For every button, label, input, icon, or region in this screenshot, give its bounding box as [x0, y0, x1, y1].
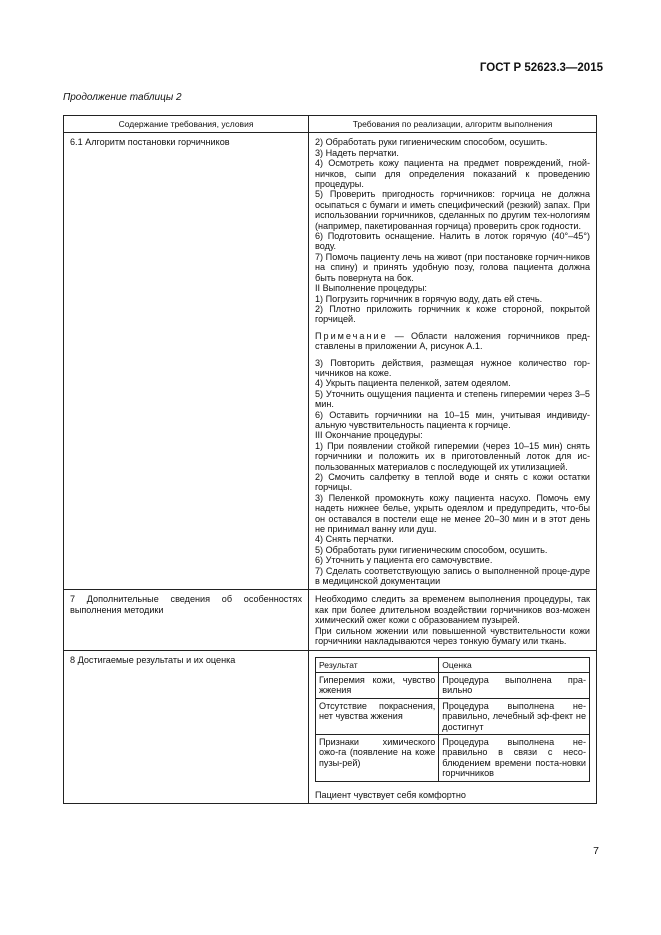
assessment-cell: Процедура выполнена пра-вильно — [439, 672, 590, 698]
results-row — [316, 698, 590, 734]
table-header-row — [64, 116, 597, 133]
step-line: 2) Плотно приложить горчичник к коже стороной, покрытой горчицей. — [315, 303, 590, 325]
result-cell: Гиперемия кожи, чувство жжения — [316, 672, 439, 698]
step-line: 7) Помочь пациенту лечь на живот (при постановке горчич-ников на спину) и принять удобную позу, голова пациента должна быть повернута на бок. — [315, 251, 590, 283]
step-line: 2) Смочить салфетку в теплой воде и снять с кожи остатки горчицы. — [315, 472, 590, 493]
row-content — [309, 650, 597, 803]
step-line: 6) Уточнить у пациента его самочувствие. — [315, 555, 493, 566]
table-row — [64, 133, 597, 590]
results-footer: Пациент чувствует себя комфортно — [315, 789, 466, 800]
assessment-header: Оценка — [439, 657, 590, 672]
step-line: 6) Оставить горчичники на 10–15 мин, учитывая индивиду-альную чувствительность пациента к горчице. — [315, 409, 590, 430]
table-row — [64, 590, 597, 650]
note — [315, 331, 590, 352]
table-caption: Продолжение таблицы 2 — [63, 92, 182, 103]
assessment-cell: Процедура выполнена не-правильно, лечебный эф-фект не достигнут — [439, 698, 590, 734]
column-header-conditions: Содержание требования, условия — [64, 116, 309, 133]
row-label: 6.1 Алгоритм постановки горчичников — [64, 133, 309, 590]
step-line: 7) Сделать соответствующую запись о выполненной проце-дуре в медицинской документации — [315, 565, 590, 587]
page-number: 7 — [593, 845, 599, 857]
row-label: 8 Достигаемые результаты и их оценка — [64, 650, 309, 803]
results-row — [316, 734, 590, 781]
result-cell: Признаки химического ожо-га (появление на коже пузы-рей) — [316, 734, 439, 781]
step-line: 4) Укрыть пациента пеленкой, затем одеялом. — [315, 378, 511, 389]
step-line: 5) Уточнить ощущения пациента и степень гиперемии через 3–5 мин. — [315, 388, 590, 410]
row-content — [309, 133, 597, 590]
results-table — [315, 657, 590, 782]
step-line: 4) Осмотреть кожу пациента на предмет повреждений, гной-ничков, сыпи для определения показаний к проведению процедуры. — [315, 158, 590, 190]
results-header: Результат — [316, 657, 439, 672]
step-line: 4) Снять перчатки. — [315, 534, 394, 545]
note-text: — Области наложения горчичников пред-ставлены в приложении А, рисунок А.1. — [315, 330, 590, 352]
row-content — [309, 590, 597, 650]
table-row — [64, 650, 597, 803]
column-header-algorithm: Требования по реализации, алгоритм выполнения — [309, 116, 597, 133]
result-cell: Отсутствие покраснения, нет чувства жжения — [316, 698, 439, 734]
results-header-row — [316, 657, 590, 672]
step-line: 3) Надеть перчатки. — [315, 147, 399, 158]
row-label: 7 Дополнительные сведения об особенностях выполнения методики — [64, 590, 309, 650]
text-line: Необходимо следить за временем выполнения процедуры, так как при более длительном воздействии горчичников воз-можен химический ожег кожи с образованием пузырей. — [315, 594, 590, 626]
step-line: 1) Погрузить горчичник в горячую воду, дать ей стечь. — [315, 293, 543, 304]
standard-number: ГОСТ Р 52623.3—2015 — [479, 62, 603, 74]
step-line: 3) Пеленкой промокнуть кожу пациента насухо. Помочь ему надеть нижнее белье, укрыть одеялом и предупредить, что-бы он оставался в постели еще не менее 20–30 мин и в этот день не принимал ванну или душ. — [315, 492, 590, 535]
text-line: При сильном жжении или повышенной чувствительности кожи горчичники накладываются через тонкую бумагу или ткань. — [315, 625, 590, 647]
section-heading: II Выполнение процедуры: — [315, 283, 427, 294]
step-line: 5) Проверить пригодность горчичников: горчица не должна осыпаться с бумаги и иметь специфический (резкий) запах. При использовании горчичников, сделанных по другим тех-нологиям (например, пакетированная горчица) проверить срок годности. — [315, 189, 590, 231]
note-label: Примечание — [315, 330, 388, 341]
step-line: 6) Подготовить оснащение. Налить в лоток горячую (40°–45°) воду. — [315, 231, 590, 252]
step-line: 5) Обработать руки гигиеническим способом, осушить. — [315, 544, 548, 555]
assessment-cell: Процедура выполнена не-правильно в связи с несо-блюдением времени поста-новки горчичников — [439, 734, 590, 781]
requirements-table — [63, 115, 597, 804]
results-row — [316, 672, 590, 698]
step-line: 1) При появлении стойкой гиперемии (через 10–15 мин) снять горчичники и положить их в приготовленный лоток для ис-пользованных материалов с последующей их утилизацией. — [315, 440, 590, 472]
section-heading: III Окончание процедуры: — [315, 430, 423, 441]
step-line: 2) Обработать руки гигиеническим способом, осушить. — [315, 137, 548, 148]
step-line: 3) Повторить действия, размещая нужное количество гор-чичников на коже. — [315, 357, 590, 378]
